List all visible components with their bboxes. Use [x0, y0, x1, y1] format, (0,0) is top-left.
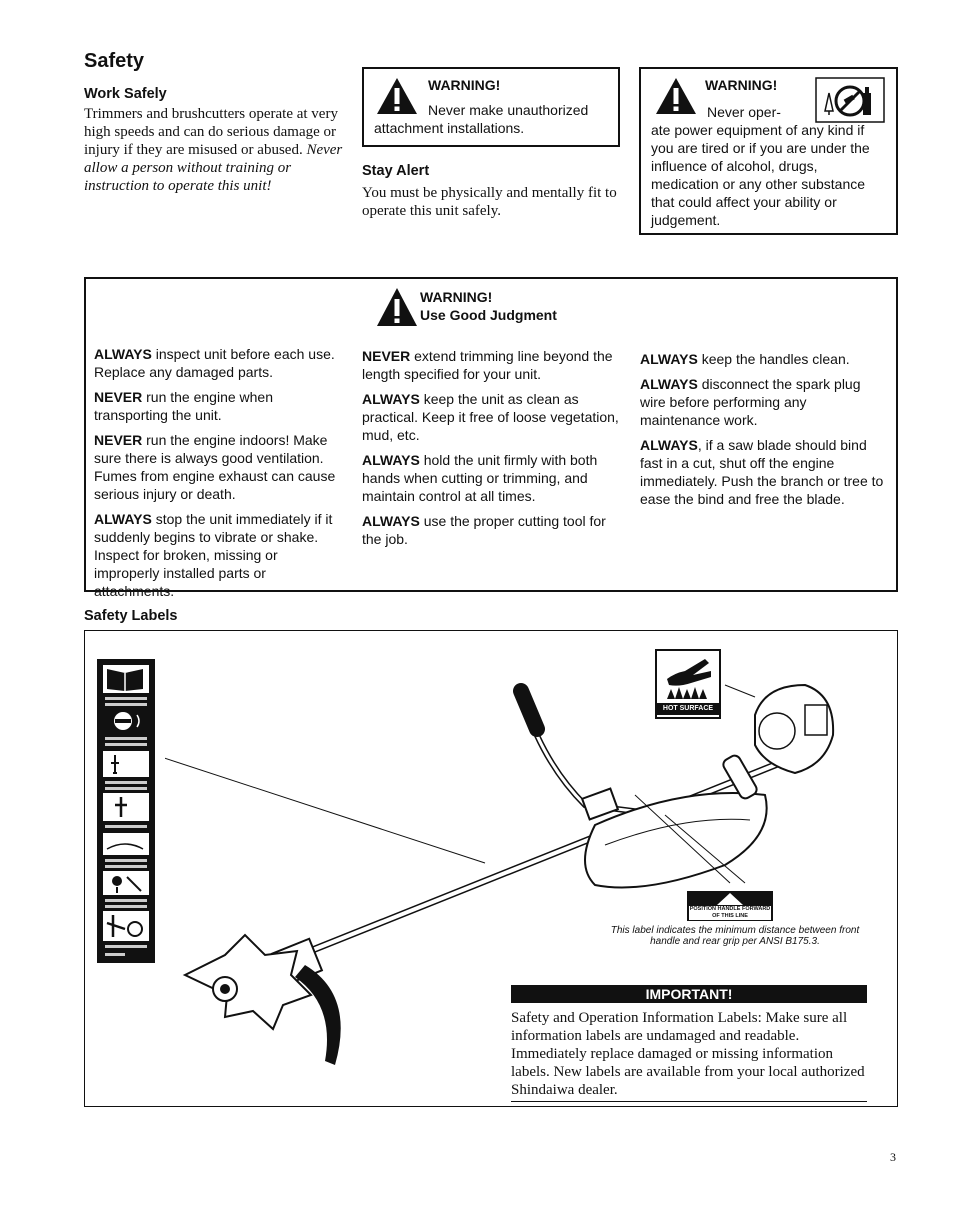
judgment-keyword: ALWAYS — [640, 351, 698, 367]
judgment-text: , if a saw blade should bind fast in a cut, shut off the engine immediately. Push the branch or tree to ease the bind and free the blade. — [640, 437, 884, 507]
judgment-keyword: NEVER — [362, 348, 411, 364]
stay-alert-text: You must be physically and mentally fit to operate this unit safely. — [362, 185, 617, 219]
work-safely-italic: Never allow a person without training or instruction to operate this unit! — [84, 142, 343, 194]
position-handle-label — [687, 891, 773, 921]
warning-alcohol-text-part1: Never oper- — [707, 104, 781, 120]
judgment-keyword: ALWAYS — [362, 391, 420, 407]
work-safely-text: Trimmers and brushcutters operate at very high speeds and can do serious damage or injury if they are misused or abused. — [84, 106, 338, 158]
judgment-keyword: ALWAYS — [640, 376, 698, 392]
judgment-keyword: ALWAYS — [94, 346, 152, 362]
page-number: 3 — [890, 1150, 896, 1164]
judgment-column-2 — [362, 347, 624, 555]
judgment-keyword: ALWAYS — [362, 452, 420, 468]
warning-label: WARNING! — [705, 77, 778, 93]
judgment-column-3 — [640, 350, 884, 515]
instruction-label-strip — [97, 659, 155, 963]
judgment-text: keep the handles clean. — [697, 351, 850, 367]
judgment-item — [94, 345, 346, 381]
judgment-keyword: ALWAYS — [362, 513, 420, 529]
warning-label: WARNING! — [420, 289, 493, 305]
judgment-keyword: NEVER — [94, 389, 143, 405]
important-label: IMPORTANT! — [511, 985, 867, 1003]
work-safely-body — [84, 105, 344, 195]
position-handle-text: POSITION HANDLE FORWARD OF THIS LINE — [689, 906, 771, 919]
judgment-keyword: NEVER — [94, 432, 143, 448]
judgment-text: disconnect the spark plug wire before performing any maintenance work. — [640, 376, 861, 428]
warning-triangle-icon — [376, 287, 418, 327]
hot-surface-text: HOT SURFACE — [657, 703, 719, 715]
judgment-text: use the proper cutting tool for the job. — [362, 513, 606, 547]
warning-attachments-box — [362, 67, 620, 147]
hot-surface-label — [655, 649, 721, 719]
label-caption: This label indicates the minimum distance between front handle and rear grip per ANSI B175.3. — [610, 925, 860, 947]
judgment-text: inspect unit before each use. Replace any damaged parts. — [94, 346, 335, 380]
judgment-item — [640, 375, 884, 429]
good-judgment-sublabel: Use Good Judgment — [420, 307, 557, 323]
judgment-text: keep the unit as clean as practical. Keep it free of loose vegetation, mud, etc. — [362, 391, 619, 443]
stay-alert-heading: Stay Alert — [362, 163, 430, 179]
important-note — [511, 985, 867, 1102]
stay-alert-section — [362, 163, 620, 220]
judgment-item — [94, 510, 346, 600]
judgment-item — [94, 388, 346, 424]
warning-attachments-text: Never make unauthorized attachment installations. — [374, 102, 589, 136]
good-judgment-box — [84, 277, 898, 599]
triangle-marker-icon — [717, 893, 743, 905]
judgment-column-1 — [94, 345, 346, 607]
judgment-item — [640, 350, 884, 368]
judgment-text: extend trimming line beyond the length specified for your unit. — [362, 348, 613, 382]
hot-hand-icon — [661, 653, 715, 701]
judgment-item — [94, 431, 346, 503]
warning-alcohol-box — [639, 67, 898, 235]
judgment-keyword: ALWAYS — [94, 511, 152, 527]
warning-label: WARNING! — [428, 77, 501, 93]
judgment-text: stop the unit immediately if it suddenly begins to vibrate or shake. Inspect for broken, missing or improperly installed parts or attachments. — [94, 511, 333, 599]
judgment-text: run the engine indoors! Make sure there is always good ventilation. Fumes from engine exhaust can cause serious injury or death. — [94, 432, 336, 502]
judgment-item — [362, 390, 624, 444]
judgment-item — [640, 436, 884, 508]
judgment-item — [362, 451, 624, 505]
judgment-text: hold the unit firmly with both hands when cutting or trimming, and maintain control at all times. — [362, 452, 598, 504]
page-title: Safety — [84, 50, 145, 72]
judgment-keyword: ALWAYS — [640, 437, 698, 453]
work-safely-section — [84, 86, 344, 195]
judgment-text: run the engine when transporting the unit. — [94, 389, 273, 423]
no-alcohol-drugs-icon — [815, 77, 885, 123]
judgment-item — [362, 512, 624, 548]
judgment-item — [362, 347, 624, 383]
important-text: Safety and Operation Information Labels: Make sure all information labels are undamaged and readable. Immediately replace damaged or missing information labels. New labels are available from your local authorized Shindaiwa dealer. — [511, 1009, 867, 1102]
safety-labels-figure — [84, 630, 898, 1107]
safety-labels-heading: Safety Labels — [84, 608, 178, 624]
work-safely-heading: Work Safely — [84, 86, 167, 102]
warning-alcohol-text: ate power equipment of any kind if you are tired or if you are under the influence of alcohol, drugs, medication or any other substance that could affect your ability or judgement. — [651, 122, 870, 228]
